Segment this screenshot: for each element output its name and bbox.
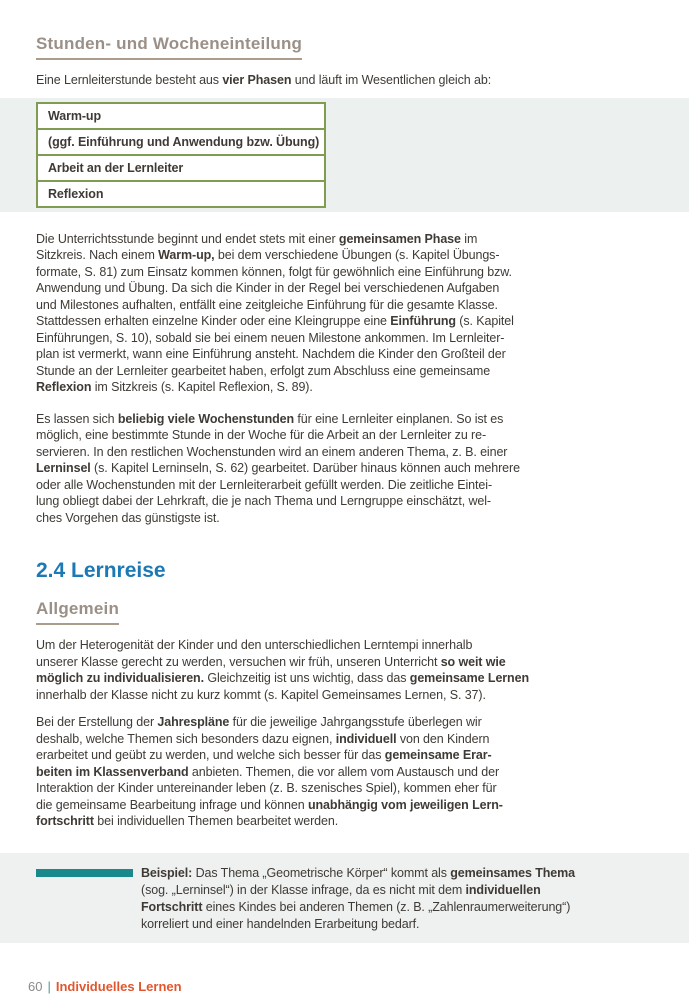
intro-paragraph: Eine Lernleiterstunde besteht aus vier Phasen und läuft im Wesentlichen gleich ab: [36, 73, 492, 87]
phase-row-einfuehrung: (ggf. Einführung und Anwendung bzw. Übung) [36, 128, 326, 156]
example-text: Beispiel: Das Thema „Geometrische Körper“ kommt als gemeinsames Thema (sog. „Lerninsel“) in der Klasse infrage, da es nicht mit dem individuellen Fortschritt eines Kindes bei anderen Themen (z. B. „Zahlenraumerweiterung“) korreliert und einer handelnden Erarbeitung bedarf. [141, 865, 576, 931]
subsection-heading-text: Allgemein [36, 599, 119, 625]
phase-row-reflexion: Reflexion [36, 180, 326, 208]
body-paragraph-3: Um der Heterogenität der Kinder und den unterschiedlichen Lerntempi innerhalb unserer Klasse gerecht zu werden, versuchen wir früh, unseren Unterricht so weit wie möglich zu individualisieren. Gleichzeitig ist uns wichtig, dass das gemeinsame Lernen innerhalb der Klasse nicht zu kurz kommt (s. Kapitel Gemeinsames Lernen, S. 37). [36, 638, 529, 702]
example-accent-bar [36, 869, 133, 877]
phase-table [36, 102, 326, 208]
subsection-heading [36, 599, 655, 625]
body-paragraph-4: Bei der Erstellung der Jahrespläne für die jeweilige Jahrgangsstufe überlegen wir deshalb, welche Themen sich besonders dazu eignen, individuell von den Kindern erarbeitet und geübt zu werden, und welche sich besser für das gemeinsame Erar- beiten im Klassenverband anbieten. Themen, die vor allem vom Austausch und der Interaktion der Kinder untereinander leben (z. B. szenisches Spiel), kommen eher für die gemeinsame Bearbeitung infrage und können unabhängig vom jeweiligen Lern- fortschritt bei individuellen Themen bearbeitet werden. [36, 715, 503, 828]
example-callout [0, 853, 689, 943]
section-heading [36, 34, 655, 60]
footer-section-title: Individuelles Lernen [55, 979, 182, 994]
page-footer [28, 979, 182, 994]
footer-page-number: 60 [28, 979, 43, 994]
chapter-heading: 2.4 Lernreise [36, 559, 166, 582]
section-heading-text: Stunden- und Wocheneinteilung [36, 34, 302, 60]
phase-table-band [0, 98, 689, 212]
body-paragraph-1: Die Unterrichtsstunde beginnt und endet stets mit einer gemeinsamen Phase im Sitzkreis. Nach einem Warm-up, bei dem verschiedene Übungen (s. Kapitel Übungs- formate, S. 81) zum Einsatz kommen können, folgt für gewöhnlich eine Einführung bzw. Anwendung und Übung. Da sich die Kinder in der Regel bei verschiedenen Aufgaben und Milestones aufhalten, entfällt eine zeitgleiche Einführung für die gesamte Klasse. Stattdessen erhalten einzelne Kinder oder eine Kleingruppe eine Einführung (s. Kapitel Einführungen, S. 10), sobald sie bei einem neuen Milestone ankommen. Im Lernleiter- plan ist vermerkt, wann eine Einführung ansteht. Nachdem die Kinder den Großteil der Stunde an der Lernleiter gearbeitet haben, erfolgt zum Abschluss eine gemeinsame Reflexion im Sitzkreis (s. Kapitel Reflexion, S. 89). [36, 231, 514, 394]
footer-divider: | [47, 979, 51, 994]
phase-row-lernleiter: Arbeit an der Lernleiter [36, 154, 326, 182]
phase-row-warm-up: Warm-up [36, 102, 326, 130]
body-paragraph-2: Es lassen sich beliebig viele Wochenstunden für eine Lernleiter einplanen. So ist es möglich, eine bestimmte Stunde in der Woche für die Arbeit an der Lernleiter zu re- servieren. In den restlichen Wochenstunden wird an einem anderen Thema, z. B. einer Lerninsel (s. Kapitel Lerninseln, S. 62) gearbeitet. Darüber hinaus können auch mehrere oder alle Wochenstunden mit der Lernleiterarbeit gefüllt werden. Die zeitliche Eintei- lung obliegt dabei der Lehrkraft, die je nach Thema und Lerngruppe einschätzt, wel- ches Vorgehen das günstigste ist. [36, 411, 520, 525]
